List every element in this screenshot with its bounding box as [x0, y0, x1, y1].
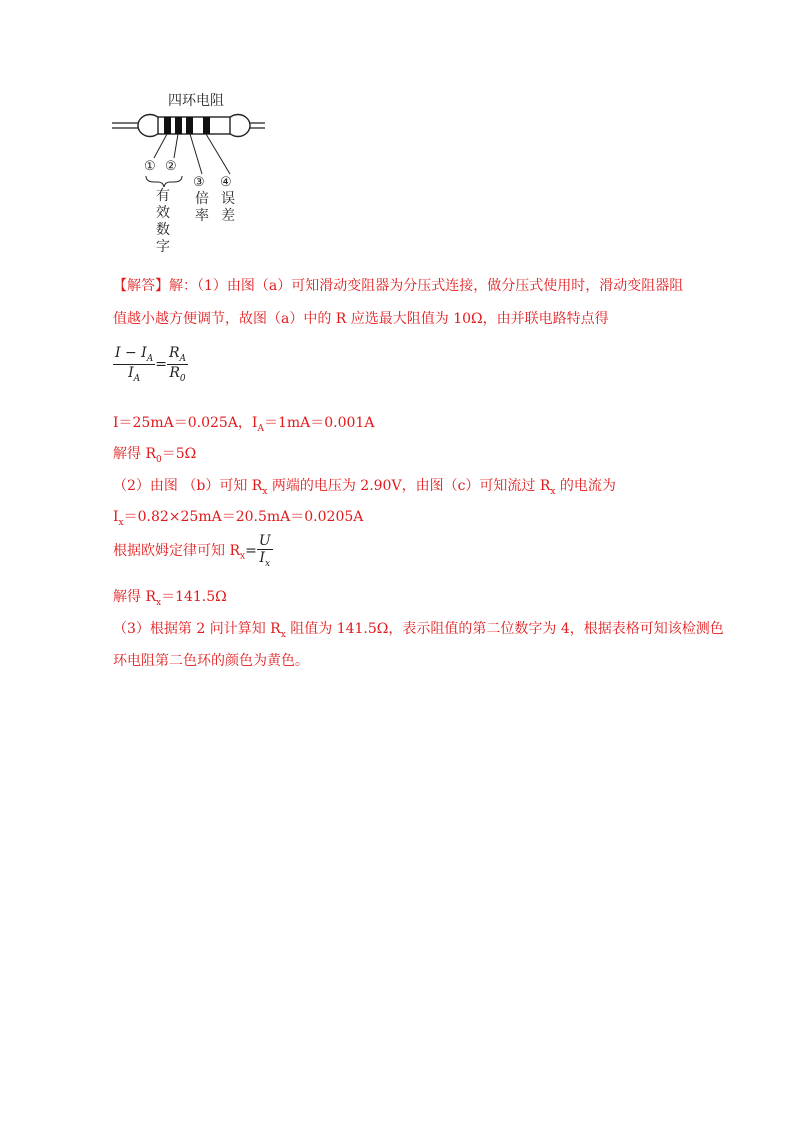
- fraction-left: [113, 345, 155, 384]
- formula-sub: A: [146, 353, 154, 364]
- answer-line-10: [113, 650, 309, 670]
- formula-parallel: [113, 345, 188, 384]
- answer-text: ＝141.5Ω: [161, 589, 227, 605]
- answer-text: I: [113, 509, 119, 525]
- equals-sign: =: [245, 542, 257, 559]
- answer-sub: 0: [156, 454, 162, 465]
- answer-text: 解：（1）由图（a）可知滑动变阻器为分压式连接，做分压式使用时，滑动变阻器阻: [169, 278, 684, 294]
- answer-sub: x: [550, 486, 556, 497]
- caption-char: 差: [221, 208, 235, 224]
- answer-line-3: [113, 412, 374, 434]
- caption-char: 误: [221, 191, 235, 207]
- formula-sub: 0: [179, 373, 186, 384]
- answer-sub: x: [280, 629, 286, 640]
- answer-text: I＝25mA＝0.025A，I: [113, 415, 258, 431]
- answer-line-6: [113, 506, 363, 528]
- formula-text: I: [128, 364, 134, 381]
- answer-line-1: [113, 275, 683, 295]
- formula-sub: x: [264, 558, 271, 569]
- answer-line-7: [113, 533, 273, 569]
- answer-sub: x: [262, 486, 268, 497]
- answer-line-5: [113, 475, 616, 497]
- answer-text: （2）由图 （b）可知 R: [113, 478, 263, 494]
- caption-char: 倍: [195, 191, 209, 207]
- answer-sub: x: [240, 551, 246, 562]
- answer-text: ＝1mA＝0.001A: [263, 415, 375, 431]
- answer-sub: x: [118, 517, 124, 528]
- answer-sub: x: [156, 597, 162, 608]
- answer-sub: A: [257, 423, 264, 434]
- caption-multiplier: [194, 191, 210, 225]
- resistor-figure: [110, 88, 280, 263]
- answer-text: 阻值为 141.5Ω，表示阻值的第二位数字为 4，根据表格可知该检测色: [285, 621, 724, 637]
- label-4: ④: [220, 175, 232, 190]
- answer-tag: 【解答】: [113, 278, 169, 294]
- formula-sub: A: [179, 353, 186, 364]
- answer-text: 两端的电压为 2.90V，由图（c）可知流过 R: [267, 478, 551, 494]
- answer-text: 解得 R: [113, 446, 156, 462]
- fraction-ohm: [257, 533, 273, 569]
- fraction-right: [167, 345, 188, 384]
- answer-text: 环电阻第二色环的颜色为黄色。: [113, 653, 309, 669]
- answer-line-4: [113, 443, 196, 465]
- label-2: ②: [165, 159, 177, 174]
- answer-text: 的电流为: [555, 478, 616, 494]
- formula-text: U: [258, 533, 271, 549]
- formula-sub: A: [133, 373, 141, 384]
- label-3: ③: [193, 175, 205, 190]
- answer-line-8: [113, 586, 227, 608]
- label-1: ①: [144, 159, 156, 174]
- caption-char: 数: [156, 222, 170, 238]
- formula-text: I: [259, 550, 265, 566]
- answer-text: 根据欧姆定律可知 R: [113, 542, 240, 559]
- formula-text: I − I: [115, 345, 147, 361]
- formula-text: R: [169, 364, 180, 381]
- answer-line-2: [113, 308, 609, 328]
- caption-char: 有: [156, 188, 170, 204]
- answer-text: 值越小越方便调节，故图（a）中的 R 应选最大阻值为 10Ω，由并联电路特点得: [113, 311, 609, 327]
- answer-line-9: [113, 618, 724, 640]
- equals-sign: =: [155, 356, 167, 373]
- formula-text: R: [168, 345, 180, 361]
- caption-char: 效: [156, 205, 170, 221]
- figure-title: 四环电阻: [168, 93, 224, 109]
- caption-tolerance: [220, 191, 236, 225]
- caption-significant-digits: [155, 188, 171, 256]
- answer-text: ＝0.82×25mA＝20.5mA＝0.0205A: [123, 509, 364, 525]
- caption-char: 字: [156, 239, 170, 255]
- answer-text: （3）根据第 2 问计算知 R: [113, 621, 281, 637]
- answer-text: 解得 R: [113, 589, 156, 605]
- answer-text: ＝5Ω: [161, 446, 197, 462]
- caption-char: 率: [195, 208, 209, 224]
